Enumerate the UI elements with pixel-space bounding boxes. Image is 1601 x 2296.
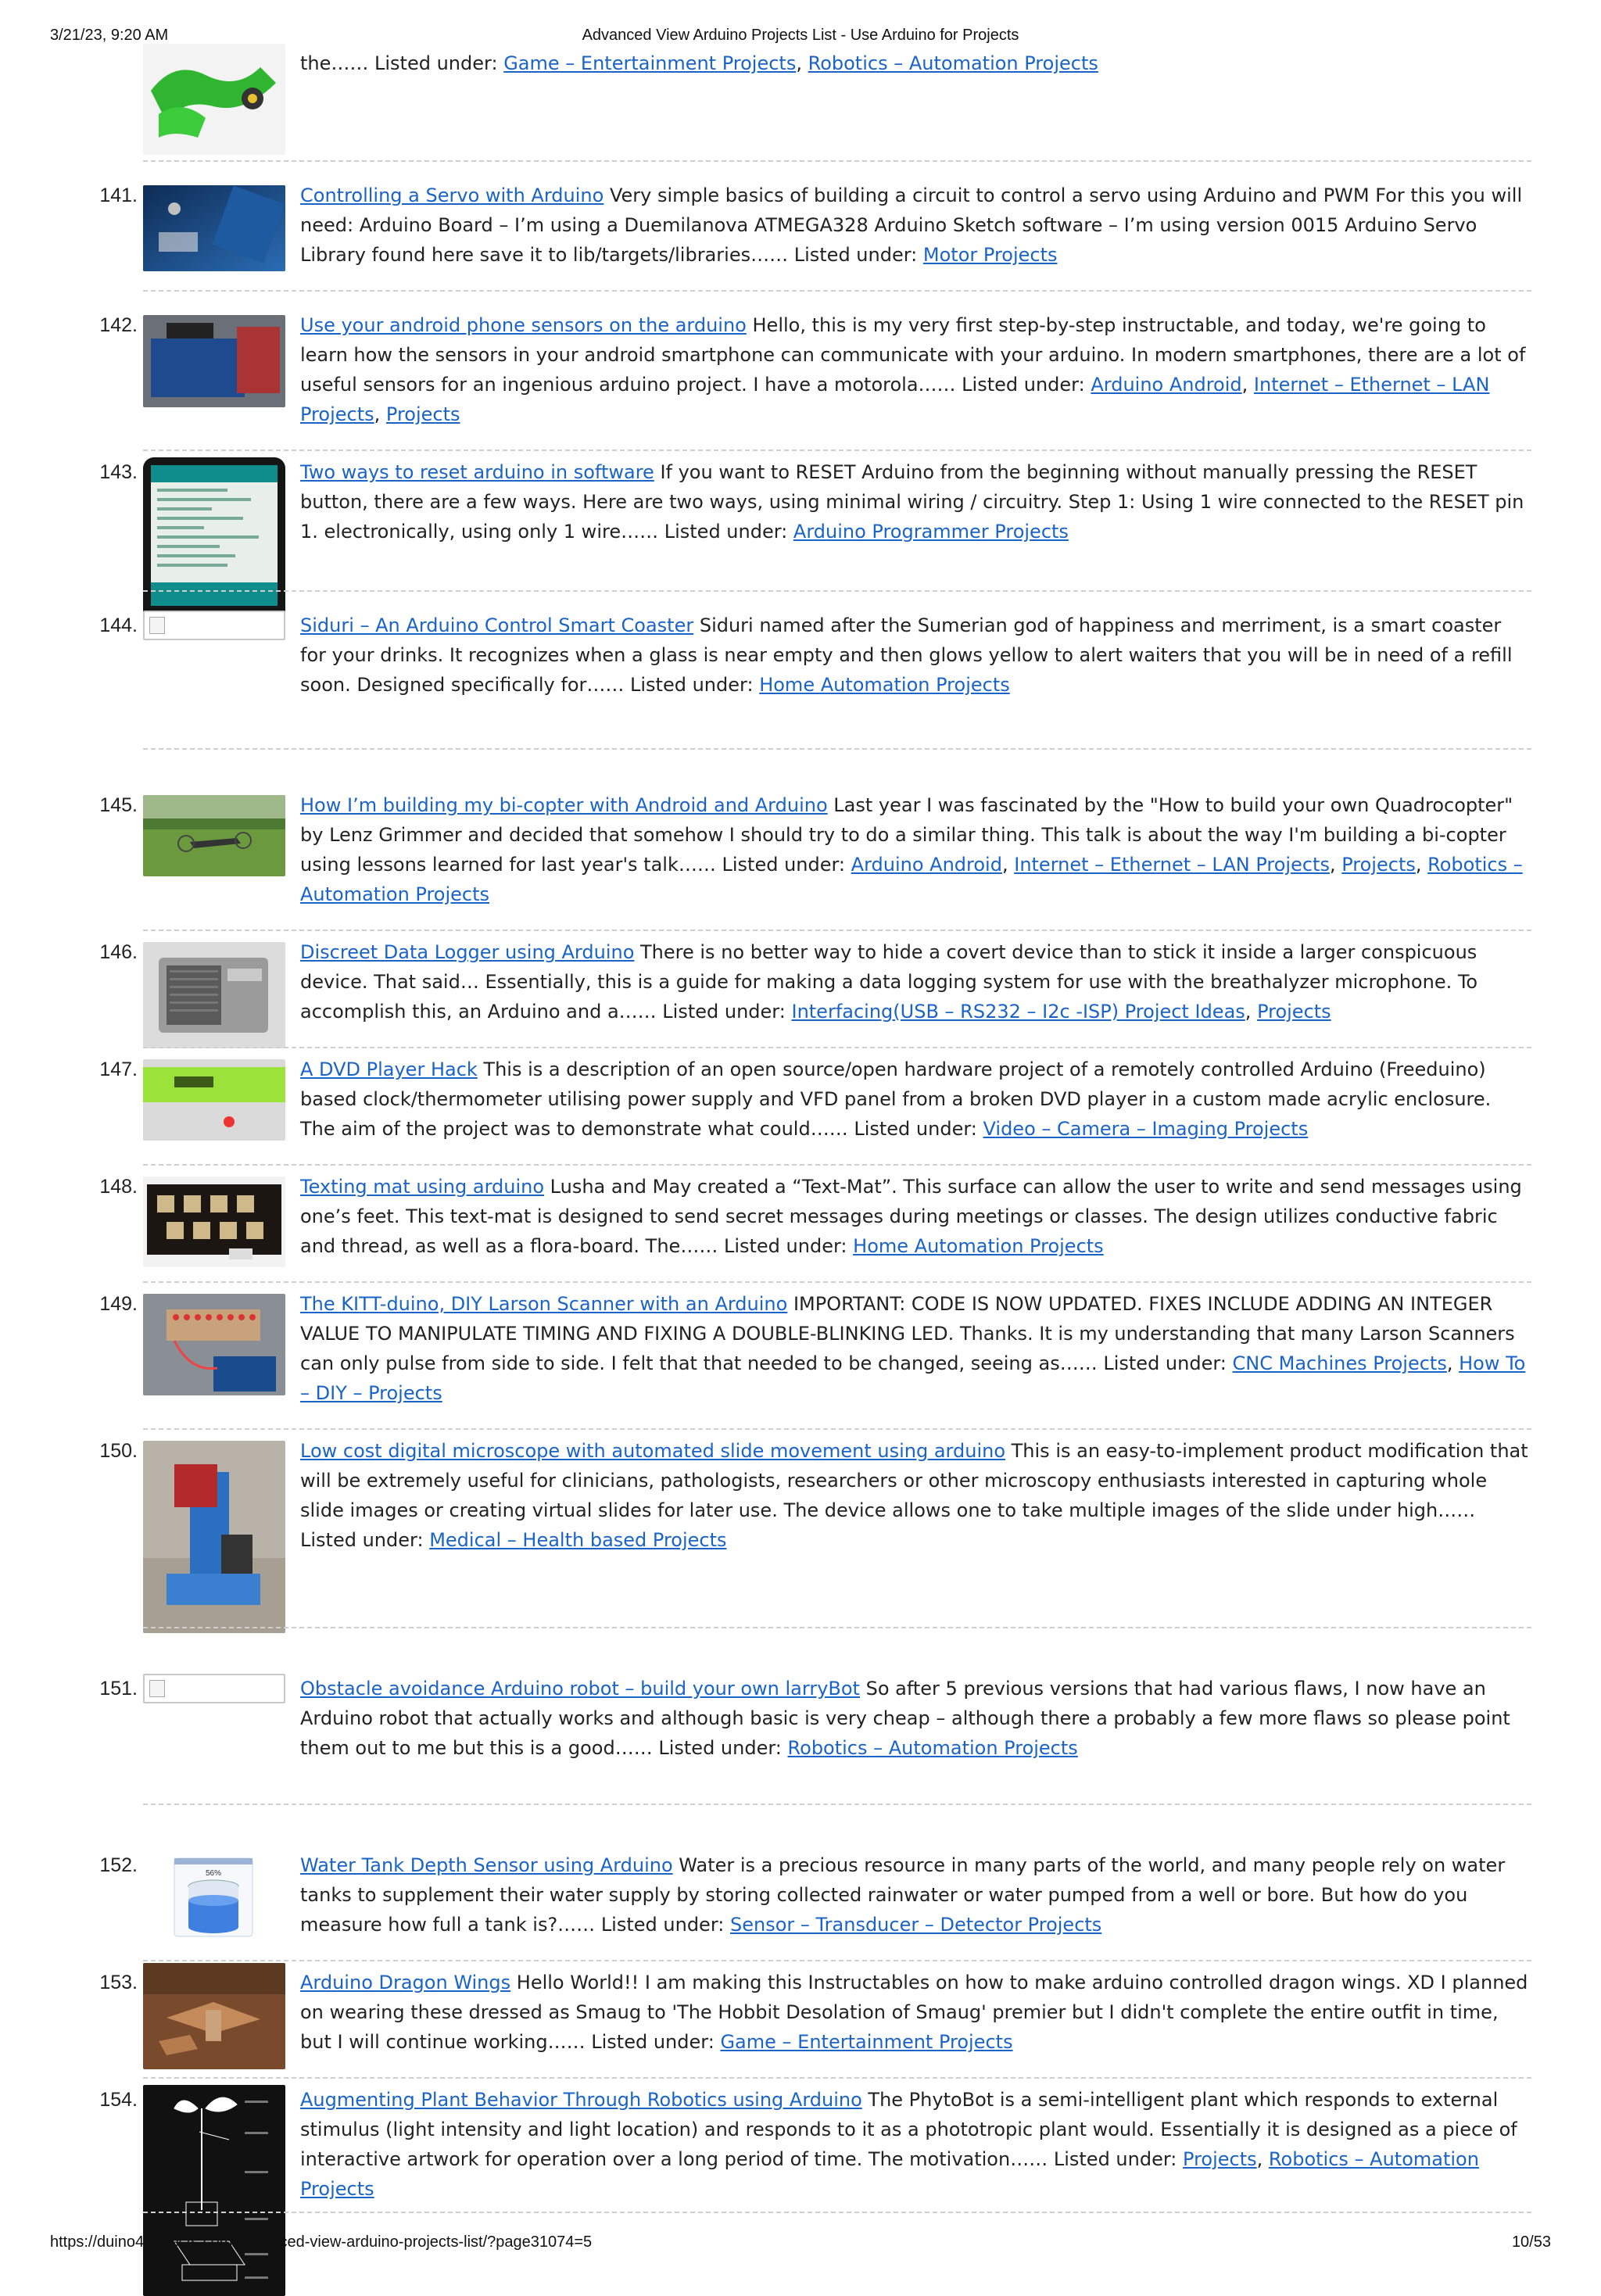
item-number: 151.: [99, 1678, 138, 1700]
category-link[interactable]: Arduino Programmer Projects: [793, 521, 1069, 543]
project-title-link[interactable]: Texting mat using arduino: [300, 1176, 545, 1198]
category-link[interactable]: Robotics – Automation Projects: [787, 1737, 1078, 1759]
item-description: If you want to RESET Arduino from the beginning without manually pressing the RESET button, there are a few ways. Here are two ways, using minimal wiring / circuitry. Step 1: Using 1 wire connected to the RESET pin 1. electronically, using only 1 wire……: [300, 461, 1524, 543]
item-text: Use your android phone sensors on the arduino Hello, this is my very first step-by-step instructable, and today, we're going to learn how the sensors in your android smartphone can communicate with your arduino. In modern smartphones, there are a lot of useful sensors for an ingenious arduino project. I have a motorola…… Listed under: Arduino Android, Internet – Ethernet – LAN Projects, Projects: [300, 314, 1526, 425]
project-thumbnail[interactable]: [143, 1059, 285, 1141]
list-item: [0, 1805, 1601, 1961]
list-item: [0, 1961, 1601, 2079]
item-text: [300, 457, 1529, 546]
listed-under-label: Listed under:: [662, 1001, 786, 1023]
print-url: https://duino4projects.com/advanced-view-arduino-projects-list/?page31074=5: [50, 2233, 593, 2251]
item-text: [300, 1968, 1529, 2057]
item-number: 146.: [99, 941, 138, 963]
project-title-link[interactable]: Augmenting Plant Behavior Through Robotics using Arduino: [300, 2089, 862, 2111]
tank-level-text: 56%: [205, 1869, 222, 1878]
item-description: This is a description of an open source/open hardware project of a remotely controlled Arduino (Freeduino) based clock/thermometer utilising power supply and VFD panel from a broken DVD player in a custom made acrylic enclosure. The aim of the project was to demonstrate what could……: [300, 1058, 1492, 1140]
project-title-link[interactable]: Low cost digital microscope with automated slide movement using arduino: [300, 1440, 1006, 1462]
item-text: [300, 1436, 1529, 1555]
item-description: This is an easy-to-implement product modification that will be extremely useful for clinicians, pathologists, researchers or other microscopy enthusiasts interested in capturing whole slide images or creating virtual slides for later use. The device allows one to take multiple images of the slide under high……: [300, 1440, 1528, 1521]
list-item: [0, 931, 1601, 1048]
list-item: [0, 292, 1601, 451]
project-thumbnail[interactable]: [143, 1855, 285, 1941]
item-text: [300, 1674, 1529, 1763]
category-link[interactable]: Projects: [1183, 2148, 1257, 2170]
item-description: So after 5 previous versions that had various flaws, I now have an Arduino robot that actually works and although basic is very cheap – although there a probably a few more flaws so please point them out to me but this is a good……: [300, 1678, 1510, 1759]
listed-under-label: Listed under:: [664, 521, 788, 543]
list-item: [0, 451, 1601, 592]
list-item: [0, 162, 1601, 292]
item-description: The PhytoBot is a semi-intelligent plant which responds to external stimulus (light intensity and light location) and responds to it as a phototropic plant would. Essentially it is designed as a piece of interactive artwork for operation over a long period of time. The motivation……: [300, 2089, 1517, 2170]
project-title-link[interactable]: How I’m building my bi-copter with Android and Arduino: [300, 794, 828, 816]
item-text: How I’m building my bi-copter with Android and Arduino Last year I was fascinated by the "How to build your own Quadrocopter" by Lenz Grimmer and decided that somehow I should try to do a similar thing. This talk is about the way I'm building a bi-copter using lessons learned for last year's talk…… Listed under: Arduino Android, Internet – Ethernet – LAN Projects, Projects, Robotics – Automation Projects: [300, 794, 1523, 905]
list-item: [0, 1628, 1601, 1805]
category-link[interactable]: Sensor – Transducer – Detector Projects: [730, 1914, 1102, 1936]
list-item: [0, 750, 1601, 931]
project-thumbnail[interactable]: [143, 1294, 285, 1395]
project-title-link[interactable]: Obstacle avoidance Arduino robot – build your own larryBot: [300, 1678, 860, 1700]
listed-under-label: Listed under:: [793, 244, 918, 266]
item-number: 152.: [99, 1854, 138, 1876]
list-item: [0, 1430, 1601, 1628]
project-list: [0, 48, 1601, 2204]
category-link[interactable]: Internet – Ethernet – LAN Projects: [1014, 854, 1330, 876]
category-link[interactable]: Robotics – Automation Projects: [300, 2148, 1479, 2200]
print-footer: [50, 2233, 1551, 2257]
item-text: [300, 1055, 1529, 1144]
project-thumbnail[interactable]: [143, 1963, 285, 2069]
category-link[interactable]: Robotics – Automation Projects: [808, 52, 1098, 74]
category-link[interactable]: Home Automation Projects: [853, 1235, 1104, 1257]
item-description: There is no better way to hide a covert device than to stick it inside a larger conspicuous device. That said… Essentially, this is a guide for making a data logging system for use with the breathalyzer microphone. To accomplish this, an Arduino and a……: [300, 941, 1478, 1023]
listed-under-label: Listed under:: [374, 52, 498, 74]
listed-under-label: Listed under:: [600, 1914, 725, 1936]
project-title-link[interactable]: Arduino Dragon Wings: [300, 1972, 511, 1993]
listed-under-label: Listed under:: [723, 1235, 847, 1257]
list-item: [0, 1048, 1601, 1166]
project-title-link[interactable]: Water Tank Depth Sensor using Arduino: [300, 1854, 673, 1876]
item-number: 143.: [99, 461, 138, 483]
item-text: [300, 181, 1529, 270]
project-thumbnail[interactable]: [143, 1674, 285, 1703]
listed-under-label: Listed under:: [630, 674, 754, 696]
category-link[interactable]: Arduino Android: [851, 854, 1002, 876]
list-item: [0, 1166, 1601, 1283]
category-link[interactable]: Projects: [1257, 1001, 1331, 1023]
listed-under-label: Listed under:: [591, 2031, 715, 2053]
category-link[interactable]: Game – Entertainment Projects: [503, 52, 797, 74]
project-thumbnail[interactable]: [143, 44, 285, 155]
category-link[interactable]: Robotics – Automation Projects: [300, 854, 1523, 905]
item-number: 149.: [99, 1293, 138, 1315]
item-text: [300, 1172, 1529, 1261]
item-description: Lusha and May created a “Text-Mat”. This surface can allow the user to write and send messages using one’s feet. This text-mat is designed to send secret messages during meetings or classes. The design utilizes conductive fabric and thread, as well as a flora-board. The……: [300, 1176, 1522, 1257]
item-description: Last year I was fascinated by the "How to build your own Quadrocopter" by Lenz Grimmer and decided that somehow I should try to do a similar thing. This talk is about the way I'm building a bi-copter using lessons learned for last year's talk……: [300, 794, 1513, 876]
listed-under-label: Listed under:: [1053, 2148, 1177, 2170]
project-thumbnail[interactable]: [143, 315, 285, 407]
item-description: IMPORTANT: CODE IS NOW UPDATED. FIXES INCLUDE ADDING AN INTEGER VALUE TO MANIPULATE TIMING AND FIXING A DOUBLE-BLINKING LED. Thanks. It is my understanding that many Larson Scanners can only pulse from side to side. I felt that that needed to be changed, seeing as……: [300, 1293, 1515, 1374]
item-text: the…… Listed under: Game – Entertainment Projects, Robotics – Automation Projects: [300, 52, 1098, 74]
list-item: [0, 1283, 1601, 1430]
item-number: 154.: [99, 2089, 138, 2111]
category-link[interactable]: Interfacing(USB – RS232 – I2c -ISP) Project Ideas: [791, 1001, 1245, 1023]
item-text: The KITT-duino, DIY Larson Scanner with an Arduino IMPORTANT: CODE IS NOW UPDATED. FIXES INCLUDE ADDING AN INTEGER VALUE TO MANIPULATE TIMING AND FIXING A DOUBLE-BLINKING LED. Thanks. It is my understanding that many Larson Scanners can only pulse from side to side. I felt that that needed to be changed, seeing as…… Listed under: CNC Machines Projects, How To – DIY – Projects: [300, 1293, 1526, 1404]
print-datetime: 3/21/23, 9:20 AM: [50, 27, 169, 44]
item-number: 142.: [99, 314, 138, 336]
project-title-link[interactable]: Use your android phone sensors on the arduino: [300, 314, 747, 336]
project-title-link[interactable]: Discreet Data Logger using Arduino: [300, 941, 635, 963]
list-item: [0, 2079, 1601, 2204]
item-text: [300, 1850, 1529, 1940]
print-page-number: 10/53: [1511, 2233, 1551, 2251]
item-description: Very simple basics of building a circuit to control a servo using Arduino and PWM For this you will need: Arduino Board – I’m using a Duemilanova ATMEGA328 Arduino Sketch software – I’m using version 0015 Arduino Servo Library found here save it to lib/targets/libraries……: [300, 184, 1523, 266]
project-thumbnail[interactable]: [143, 942, 285, 1048]
project-thumbnail[interactable]: [143, 185, 285, 271]
list-item: [0, 48, 1601, 162]
listed-under-label: Listed under:: [962, 374, 1085, 396]
category-link[interactable]: How To – DIY – Projects: [300, 1352, 1526, 1404]
category-link[interactable]: Video – Camera – Imaging Projects: [983, 1118, 1309, 1140]
project-title-link[interactable]: Controlling a Servo with Arduino: [300, 184, 604, 206]
project-thumbnail[interactable]: [143, 1441, 285, 1633]
project-title-link[interactable]: The KITT-duino, DIY Larson Scanner with an Arduino: [300, 1293, 788, 1315]
listed-under-label: Listed under:: [1103, 1352, 1227, 1374]
item-description: Hello, this is my very first step-by-step instructable, and today, we're going to learn how the sensors in your android smartphone can communicate with your arduino. In modern smartphones, there are a lot of useful sensors for an ingenious arduino project. I have a motorola……: [300, 314, 1526, 396]
project-thumbnail[interactable]: [143, 1177, 285, 1267]
item-number: 150.: [99, 1440, 138, 1462]
listed-under-label: Listed under:: [300, 1529, 424, 1551]
category-link[interactable]: Home Automation Projects: [759, 674, 1010, 696]
category-link[interactable]: Motor Projects: [922, 244, 1058, 266]
print-page-title: Advanced View Arduino Projects List - Use Arduino for Projects: [582, 27, 1019, 44]
category-link[interactable]: Projects: [385, 403, 460, 425]
item-text: Discreet Data Logger using Arduino There is no better way to hide a covert device than to stick it inside a larger conspicuous device. That said… Essentially, this is a guide for making a data logging system for use with the breathalyzer microphone. To accomplish this, an Arduino and a…… Listed under: Interfacing(USB – RS232 – I2c -ISP) Project Ideas, Projects: [300, 941, 1478, 1023]
item-description: Siduri named after the Sumerian god of happiness and merriment, is a smart coaster for your drinks. It recognizes when a glass is near empty and then glows yellow to alert waiters that you will be in need of a refill soon. Designed specifically for……: [300, 614, 1513, 696]
category-link[interactable]: CNC Machines Projects: [1232, 1352, 1447, 1374]
listed-under-label: Listed under:: [854, 1118, 977, 1140]
project-title-link[interactable]: Siduri – An Arduino Control Smart Coaster: [300, 614, 694, 636]
item-number: 153.: [99, 1972, 138, 1993]
category-link[interactable]: Arduino Android: [1091, 374, 1242, 396]
item-number: 147.: [99, 1058, 138, 1080]
category-link[interactable]: Projects: [1341, 854, 1416, 876]
project-title-link[interactable]: A DVD Player Hack: [300, 1058, 478, 1080]
item-number: 145.: [99, 794, 138, 816]
project-thumbnail[interactable]: [143, 795, 285, 876]
item-description: the……: [300, 52, 375, 74]
project-thumbnail[interactable]: [143, 611, 285, 640]
item-description: Hello World!! I am making this Instructables on how to make arduino controlled dragon wings. XD I planned on wearing these dressed as Smaug to 'The Hobbit Desolation of Smaug' premier but I didn't complete the entire outfit in time, but I will continue working……: [300, 1972, 1528, 2053]
project-title-link[interactable]: Two ways to reset arduino in software: [300, 461, 654, 483]
item-number: 141.: [99, 184, 138, 206]
list-item: [0, 592, 1601, 750]
item-number: 148.: [99, 1176, 138, 1198]
category-link[interactable]: Game – Entertainment Projects: [720, 2031, 1013, 2053]
item-text: [300, 611, 1529, 700]
listed-under-label: Listed under:: [658, 1737, 782, 1759]
item-number: 144.: [99, 614, 138, 636]
item-text: Augmenting Plant Behavior Through Robotics using Arduino The PhytoBot is a semi-intelligent plant which responds to external stimulus (light intensity and light location) and responds to it as a phototropic plant would. Essentially it is designed as a piece of interactive artwork for operation over a long period of time. The motivation…… Listed under: Projects, Robotics – Automation Projects: [300, 2089, 1517, 2200]
item-divider: [143, 2212, 1531, 2213]
item-description: Water is a precious resource in many parts of the world, and many people rely on water tanks to supplement their water supply by storing collected rainwater or water pumped from a well or bore. But how do you measure how full a tank is?……: [300, 1854, 1506, 1936]
listed-under-label: Listed under:: [722, 854, 846, 876]
category-link[interactable]: Medical – Health based Projects: [429, 1529, 727, 1551]
category-link[interactable]: Internet – Ethernet – LAN Projects: [300, 374, 1490, 425]
